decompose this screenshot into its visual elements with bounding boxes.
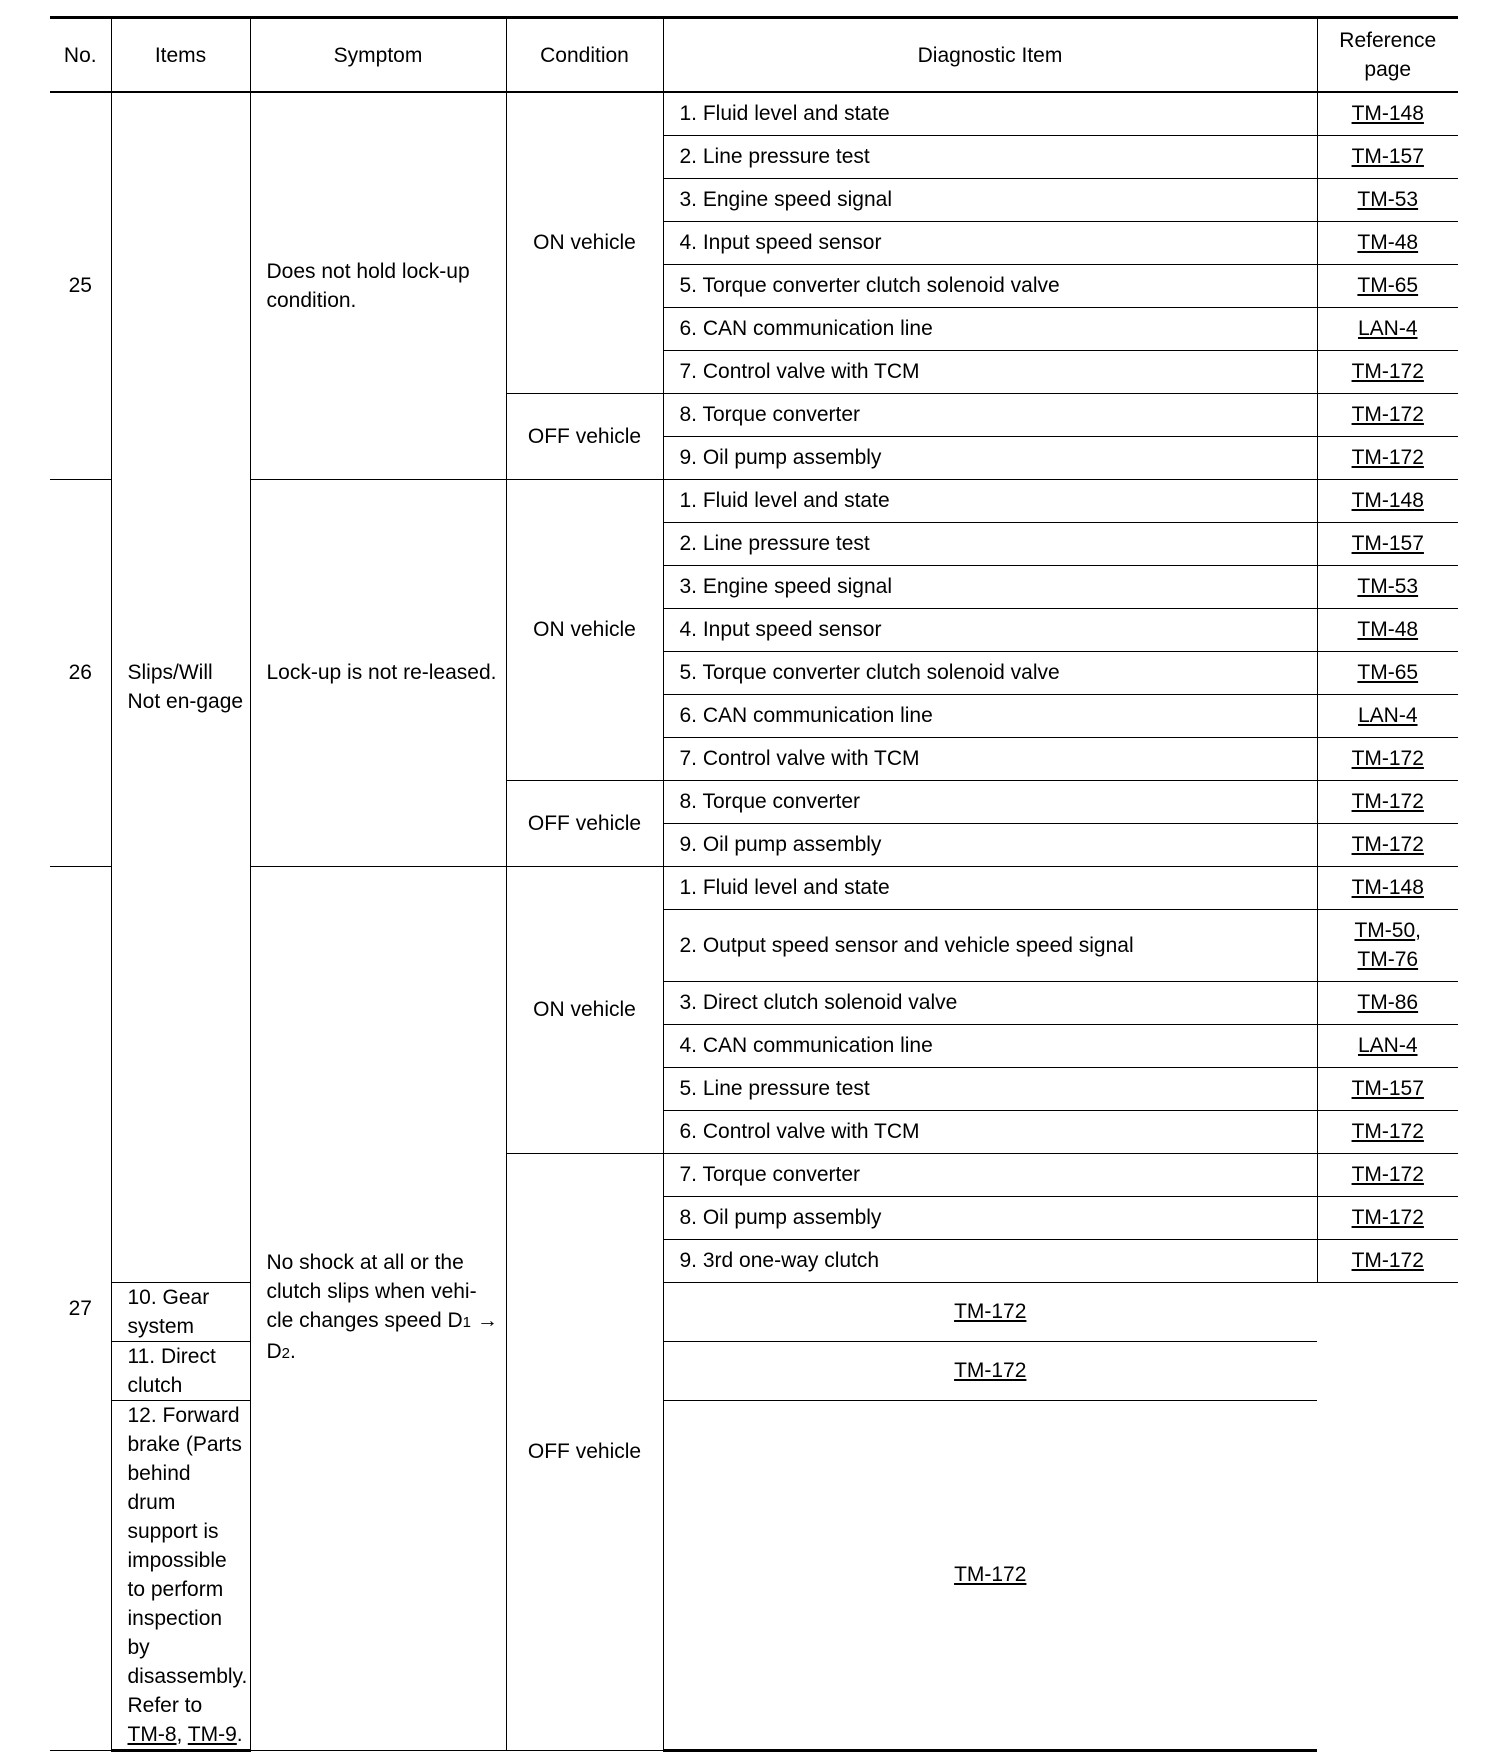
symptom-text: Lock-up is not re-leased. — [250, 479, 506, 866]
reference-separator: , — [1415, 919, 1422, 942]
diagnostic-item: 4. Input speed sensor — [663, 608, 1317, 651]
sentence-end: . — [236, 1722, 243, 1746]
row-number: 25 — [50, 92, 111, 479]
symptom-text: Does not hold lock-up condition. — [250, 92, 506, 479]
diagnostic-item: 9. Oil pump assembly — [663, 823, 1317, 866]
reference-link[interactable]: TM-53 — [1357, 575, 1419, 598]
symptom-subscript: 1 — [462, 1314, 471, 1331]
diagnostic-item: 8. Torque converter — [663, 393, 1317, 436]
condition-on-vehicle: ON vehicle — [506, 92, 663, 393]
reference-link[interactable]: TM-172 — [954, 1563, 1027, 1586]
diagnostic-item: 6. Control valve with TCM — [663, 1110, 1317, 1153]
diagnostic-item: 10. Gear system — [111, 1282, 250, 1341]
diagnostic-item: 6. CAN communication line — [663, 307, 1317, 350]
condition-off-vehicle: OFF vehicle — [506, 780, 663, 866]
reference-link[interactable]: TM-172 — [1351, 1120, 1424, 1143]
condition-on-vehicle: ON vehicle — [506, 866, 663, 1153]
header-diagnostic-item: Diagnostic Item — [663, 18, 1317, 93]
diagnostic-item: 5. Line pressure test — [663, 1067, 1317, 1110]
diagnostic-item: 2. Line pressure test — [663, 135, 1317, 178]
reference-link[interactable]: LAN-4 — [1357, 704, 1418, 727]
reference-link[interactable]: TM-157 — [1351, 532, 1424, 555]
diagnostic-item: 9. 3rd one-way clutch — [663, 1239, 1317, 1282]
reference-link[interactable]: TM-172 — [1351, 403, 1424, 426]
reference-link[interactable]: TM-8 — [127, 1722, 177, 1746]
diagnostic-item: 5. Torque converter clutch solenoid valve — [663, 264, 1317, 307]
row-number: 27 — [50, 866, 111, 1750]
reference-link[interactable]: LAN-4 — [1357, 1034, 1418, 1057]
header-condition: Condition — [506, 18, 663, 93]
reference-link[interactable]: TM-76 — [1357, 948, 1419, 971]
diagnostic-item — [111, 1400, 250, 1750]
reference-link[interactable]: TM-172 — [1351, 1206, 1424, 1229]
diagnostic-item: 6. CAN communication line — [663, 694, 1317, 737]
condition-on-vehicle: ON vehicle — [506, 479, 663, 780]
diagnostic-item: 8. Torque converter — [663, 780, 1317, 823]
item-label: Slips/Will Not en-gage — [111, 92, 250, 1282]
reference-link[interactable]: TM-172 — [1351, 1249, 1424, 1272]
reference-link[interactable]: TM-172 — [1351, 446, 1424, 469]
header-reference-page: Reference page — [1317, 18, 1458, 93]
diagnostic-item: 5. Torque converter clutch solenoid valve — [663, 651, 1317, 694]
diagnostic-item: 3. Direct clutch solenoid valve — [663, 981, 1317, 1024]
reference-link[interactable]: TM-148 — [1351, 489, 1424, 512]
reference-link[interactable]: TM-172 — [954, 1359, 1027, 1382]
symptom-subscript: 2 — [281, 1345, 291, 1362]
reference-link[interactable]: TM-172 — [954, 1300, 1027, 1323]
table-row — [50, 479, 1458, 522]
diagnostic-item: 4. CAN communication line — [663, 1024, 1317, 1067]
condition-off-vehicle: OFF vehicle — [506, 1153, 663, 1750]
reference-link[interactable]: LAN-4 — [1357, 317, 1418, 340]
reference-link[interactable]: TM-9 — [187, 1722, 237, 1746]
diagnostic-item: 9. Oil pump assembly — [663, 436, 1317, 479]
reference-link[interactable]: TM-157 — [1351, 1077, 1424, 1100]
header-no: No. — [50, 18, 111, 93]
reference-link[interactable]: TM-172 — [1351, 790, 1424, 813]
table-row — [50, 866, 1458, 909]
reference-link[interactable]: TM-172 — [1351, 747, 1424, 770]
diagnostic-item: 4. Input speed sensor — [663, 221, 1317, 264]
diagnostic-table — [50, 16, 1458, 1752]
diagnostic-item: 7. Control valve with TCM — [663, 350, 1317, 393]
reference-link[interactable]: TM-148 — [1351, 102, 1424, 126]
condition-off-vehicle: OFF vehicle — [506, 393, 663, 479]
reference-link[interactable]: TM-172 — [1351, 1163, 1424, 1186]
header-items: Items — [111, 18, 250, 93]
symptom-text — [250, 866, 506, 1750]
reference-link[interactable]: TM-48 — [1357, 618, 1419, 641]
reference-link[interactable]: TM-48 — [1357, 231, 1419, 254]
link-separator: , — [176, 1722, 188, 1746]
reference-link[interactable]: TM-53 — [1357, 188, 1419, 211]
diagnostic-item: 7. Torque converter — [663, 1153, 1317, 1196]
diagnostic-item: 1. Fluid level and state — [663, 92, 1317, 135]
diagnostic-item: 11. Direct clutch — [111, 1341, 250, 1400]
reference-link[interactable]: TM-148 — [1351, 876, 1424, 899]
diagnostic-item: 2. Line pressure test — [663, 522, 1317, 565]
reference-link[interactable]: TM-172 — [1351, 833, 1424, 856]
diagnostic-item: 1. Fluid level and state — [663, 479, 1317, 522]
diagnostic-item: 3. Engine speed signal — [663, 178, 1317, 221]
header-row — [50, 18, 1458, 93]
reference-link[interactable]: TM-157 — [1351, 145, 1424, 168]
reference-link[interactable]: TM-172 — [1351, 360, 1424, 383]
reference-link[interactable]: TM-65 — [1357, 661, 1419, 684]
symptom-end: . — [290, 1340, 296, 1363]
diagnostic-item: 1. Fluid level and state — [663, 866, 1317, 909]
diagnostic-item: 7. Control valve with TCM — [663, 737, 1317, 780]
diagnostic-item: 8. Oil pump assembly — [663, 1196, 1317, 1239]
table-row — [50, 92, 1458, 135]
diagnostic-item: 3. Engine speed signal — [663, 565, 1317, 608]
diagnostic-item-text: 12. Forward brake (Parts behind drum support is impossible to perform inspection by disassembly. Refer to — [127, 1403, 248, 1717]
symptom-main: No shock at all or the clutch slips when vehi-cle changes speed D — [266, 1251, 477, 1332]
row-number: 26 — [50, 479, 111, 866]
header-symptom: Symptom — [250, 18, 506, 93]
reference-link[interactable]: TM-50 — [1354, 919, 1416, 942]
reference-link[interactable]: TM-65 — [1357, 274, 1419, 297]
symptom-arrow: → D — [266, 1309, 498, 1363]
reference-link[interactable]: TM-86 — [1357, 991, 1419, 1014]
diagnostic-item: 2. Output speed sensor and vehicle speed signal — [663, 909, 1317, 981]
